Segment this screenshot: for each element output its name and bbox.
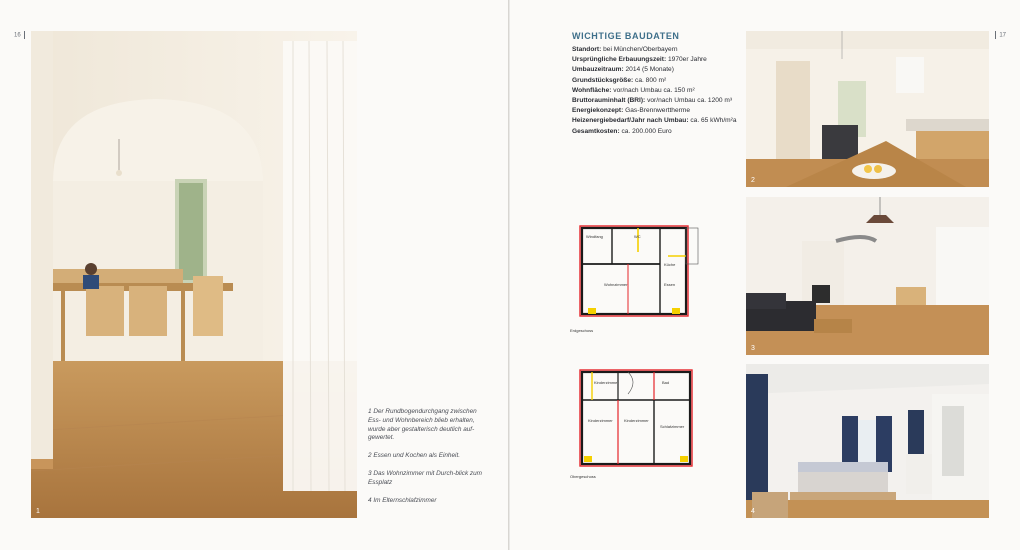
plan-title: Erdgeschoss <box>570 328 594 333</box>
room-label: Küche <box>664 262 676 267</box>
fact-row: Heizenergiebedarf/Jahr nach Umbau: ca. 65 kWh/m²a <box>572 117 737 125</box>
photo-number: 4 <box>751 508 755 515</box>
photo-kitchen <box>746 31 989 187</box>
photo-2-illustration <box>746 31 989 187</box>
right-page <box>510 0 1020 550</box>
photo-3-illustration <box>746 197 989 355</box>
floor-plan-upper-drawing <box>568 366 706 484</box>
photo-number: 1 <box>36 508 40 515</box>
room-label: Essen <box>664 282 676 287</box>
caption-3: 3 Das Wohnzimmer mit Durch-blick zum Essplatz <box>368 469 482 486</box>
fact-row: Gesamtkosten: ca. 200.000 Euro <box>572 127 672 135</box>
caption-2: 2 Essen und Kochen als Einheit. <box>368 452 461 460</box>
room-label: Schlafzimmer <box>660 424 685 429</box>
room-label: Wohnzimmer <box>604 282 628 287</box>
photo-arched-passage <box>31 31 357 518</box>
photo-living-room <box>746 197 989 355</box>
floor-plan-upper <box>568 366 706 484</box>
left-page <box>0 0 509 550</box>
photo-4-illustration <box>746 364 989 518</box>
room-label: Kinderzimmer <box>588 418 613 423</box>
photo-number: 2 <box>751 177 755 184</box>
room-label: Bad <box>662 380 670 385</box>
fact-row: Ursprüngliche Erbauungszeit: 1970er Jahre <box>572 56 707 64</box>
room-label: Windfang <box>586 234 603 239</box>
fact-row: Energiekonzept: Gas-Brennwerttherme <box>572 107 690 115</box>
page-number-right: 17 <box>992 31 1006 39</box>
photo-bedroom <box>746 364 989 518</box>
caption-1: 1 Der Rundbogendurchgang zwischen Ess- und Wohnbereich blieb erhalten, wurde aber gestalterisch deutlich auf-gewertet. <box>368 408 477 442</box>
fact-row: Umbauzeitraum: 2014 (5 Monate) <box>572 66 674 74</box>
plan-title: Obergeschoss <box>570 474 596 479</box>
room-label: WC <box>634 234 641 239</box>
fact-row: Standort: bei München/Oberbayern <box>572 46 678 53</box>
building-facts <box>572 45 742 137</box>
section-heading: WICHTIGE BAUDATEN <box>572 31 680 41</box>
page-number-left: 16 <box>14 31 28 39</box>
floor-plan-ground <box>568 216 706 338</box>
caption-4: 4 Im Elternschlafzimmer <box>368 496 437 504</box>
room-label: Kinderzimmer <box>594 380 619 385</box>
fact-row: Bruttorauminhalt (BRI): vor/nach Umbau ca. 1200 m³ <box>572 97 733 105</box>
photo-captions <box>368 408 486 514</box>
photo-1-illustration <box>31 31 357 518</box>
room-label: Kinderzimmer <box>624 418 649 423</box>
photo-number: 3 <box>751 345 755 352</box>
fact-row: Grundstücksgröße: ca. 800 m² <box>572 76 667 84</box>
fact-row: Wohnfläche: vor/nach Umbau ca. 150 m² <box>572 86 695 94</box>
